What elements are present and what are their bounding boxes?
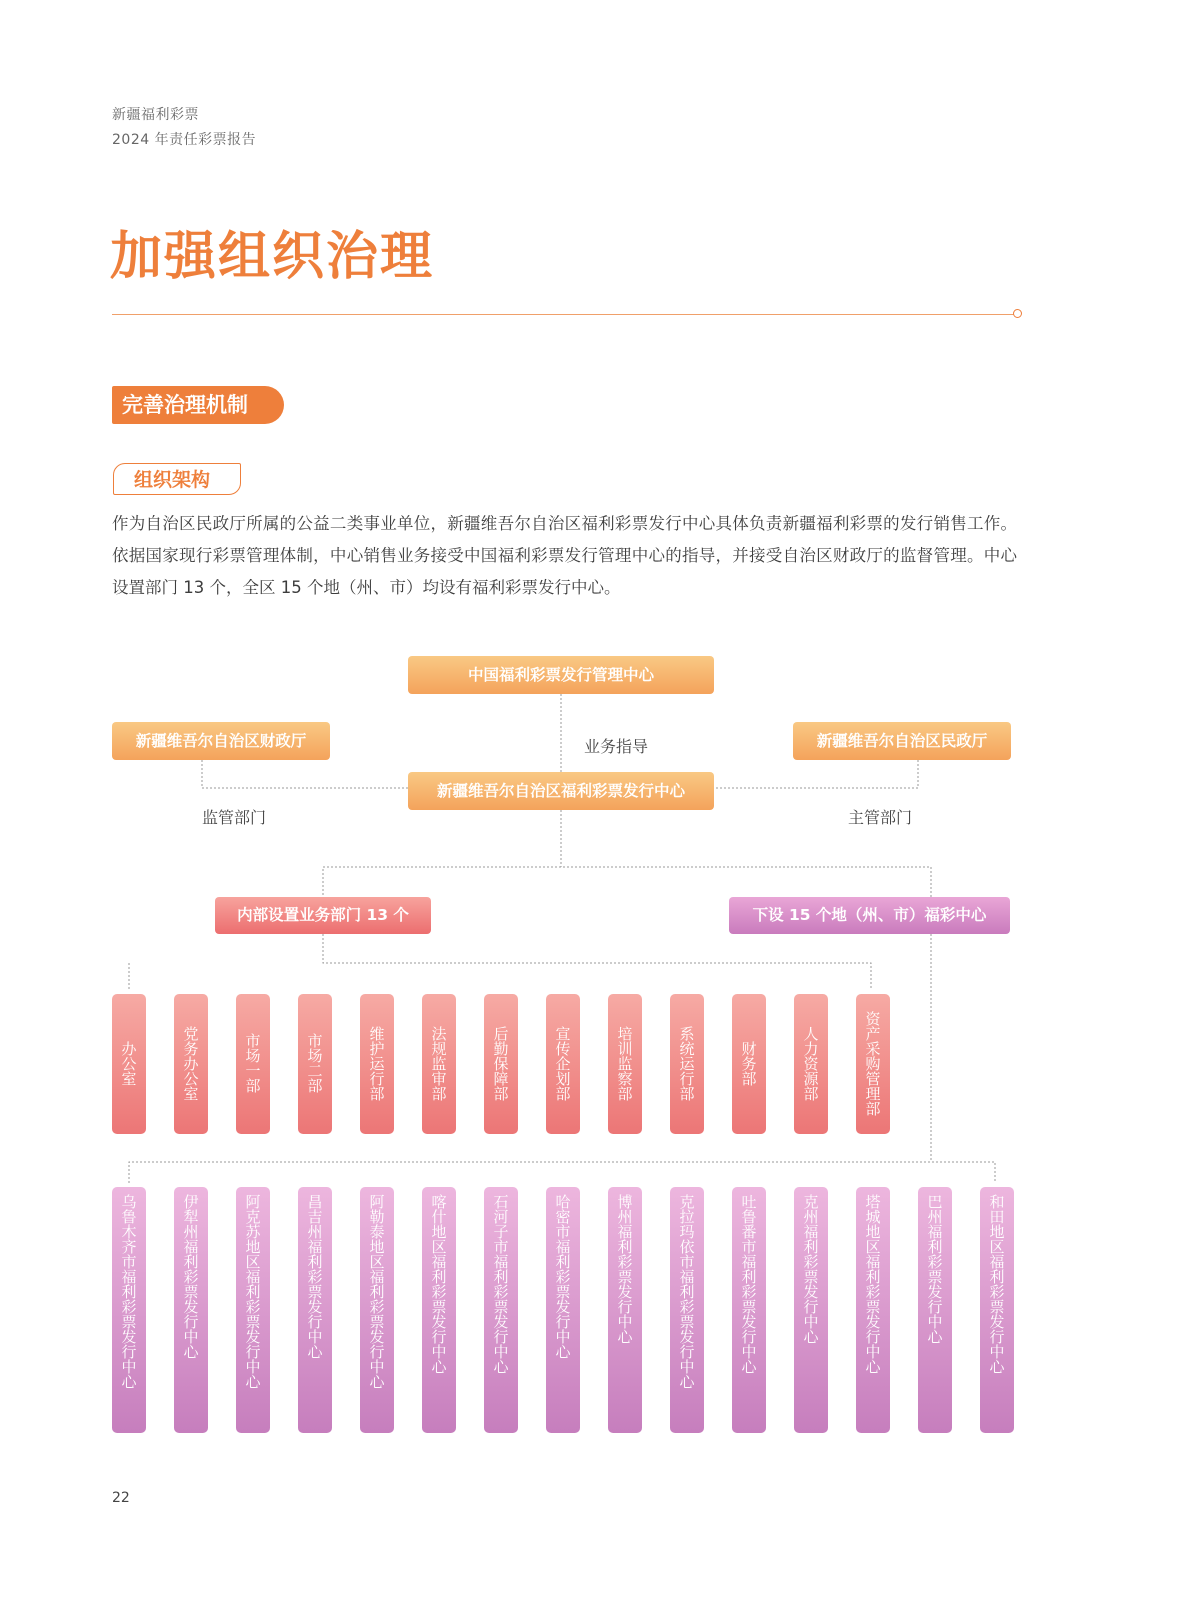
org-node-finance-dept: 新疆维吾尔自治区财政厅 [112,722,330,760]
regional-center-item [546,1187,580,1433]
regional-center-label: 哈密市福利彩票发行中心 [555,1193,571,1361]
regional-center-label: 乌鲁木齐市福利彩票发行中心 [121,1193,137,1391]
department-item [670,994,704,1134]
department-label: 维护运行部 [369,1024,385,1103]
regional-center-label: 石河子市福利彩票发行中心 [493,1193,509,1376]
department-label: 培训监察部 [617,1024,633,1103]
regional-center-item [918,1187,952,1433]
regional-center-item [732,1187,766,1433]
regional-center-label: 吐鲁番市福利彩票发行中心 [741,1193,757,1376]
regional-center-label: 昌吉州福利彩票发行中心 [307,1193,323,1361]
department-label: 人力资源部 [803,1024,819,1103]
regional-center-item [298,1187,332,1433]
department-label: 宣传企划部 [555,1024,571,1103]
department-item [360,994,394,1134]
regional-center-label: 塔城地区福利彩票发行中心 [865,1193,881,1376]
department-item [112,994,146,1134]
department-item [546,994,580,1134]
department-label: 党务办公室 [183,1024,199,1103]
regional-center-label: 克州福利彩票发行中心 [803,1193,819,1346]
department-label: 市场一部 [245,1032,261,1095]
org-node-civil-affairs-dept: 新疆维吾尔自治区民政厅 [793,722,1011,760]
department-label: 系统运行部 [679,1024,695,1103]
report-brand: 新疆福利彩票 [112,107,199,123]
department-item [608,994,642,1134]
department-item [422,994,456,1134]
org-node-xinjiang-center: 新疆维吾尔自治区福利彩票发行中心 [408,772,714,810]
department-item [794,994,828,1134]
org-node-internal-departments: 内部设置业务部门 13 个 [215,897,431,934]
regional-center-item [174,1187,208,1433]
guidance-label: 业务指导 [584,737,649,756]
department-item [298,994,332,1134]
regional-center-item [608,1187,642,1433]
regional-center-item [422,1187,456,1433]
regional-center-item [112,1187,146,1433]
intro-paragraph: 作为自治区民政厅所属的公益二类事业单位，新疆维吾尔自治区福利彩票发行中心具体负责新疆福利彩票的发行销售工作。依据国家现行彩票管理体制，中心销售业务接受中国福利彩票发行管理中心的指导，并接受自治区财政厅的监督管理。中心设置部门 13 个，全区 15 个地（州、市）均设有福利彩票发行中心。 [112,514,1017,597]
administration-label: 主管部门 [848,808,913,827]
regional-center-label: 克拉玛依市福利彩票发行中心 [679,1193,695,1391]
department-item [174,994,208,1134]
department-label: 法规监审部 [431,1024,447,1103]
department-item [484,994,518,1134]
org-node-national-center: 中国福利彩票发行管理中心 [408,656,714,694]
report-title: 2024 年责任彩票报告 [112,132,257,148]
department-label: 市场二部 [307,1032,323,1095]
page-number: 22 [112,1490,130,1506]
regional-center-label: 喀什地区福利彩票发行中心 [431,1193,447,1376]
supervision-label: 监管部门 [202,808,267,827]
regional-center-item [236,1187,270,1433]
regional-center-label: 巴州福利彩票发行中心 [927,1193,943,1346]
regional-center-item [484,1187,518,1433]
department-label: 资产采购管理部 [865,1009,881,1118]
org-node-regional-centers: 下设 15 个地（州、市）福彩中心 [729,897,1010,934]
department-item [856,994,890,1134]
regional-center-item [856,1187,890,1433]
subsection-heading: 组织架构 [113,463,241,495]
department-item [236,994,270,1134]
department-label: 办公室 [121,1039,137,1088]
regional-center-label: 伊犁州福利彩票发行中心 [183,1193,199,1361]
page-title: 加强组织治理 [110,226,435,287]
regional-center-item [980,1187,1014,1433]
department-label: 后勤保障部 [493,1024,509,1103]
regional-center-item [670,1187,704,1433]
regional-center-item [360,1187,394,1433]
regional-center-label: 和田地区福利彩票发行中心 [989,1193,1005,1376]
section-heading: 完善治理机制 [112,386,284,424]
regional-center-label: 阿勒泰地区福利彩票发行中心 [369,1193,385,1391]
regional-center-item [794,1187,828,1433]
department-label: 财务部 [741,1039,757,1088]
department-item [732,994,766,1134]
regional-center-label: 博州福利彩票发行中心 [617,1193,633,1346]
regional-center-label: 阿克苏地区福利彩票发行中心 [245,1193,261,1391]
